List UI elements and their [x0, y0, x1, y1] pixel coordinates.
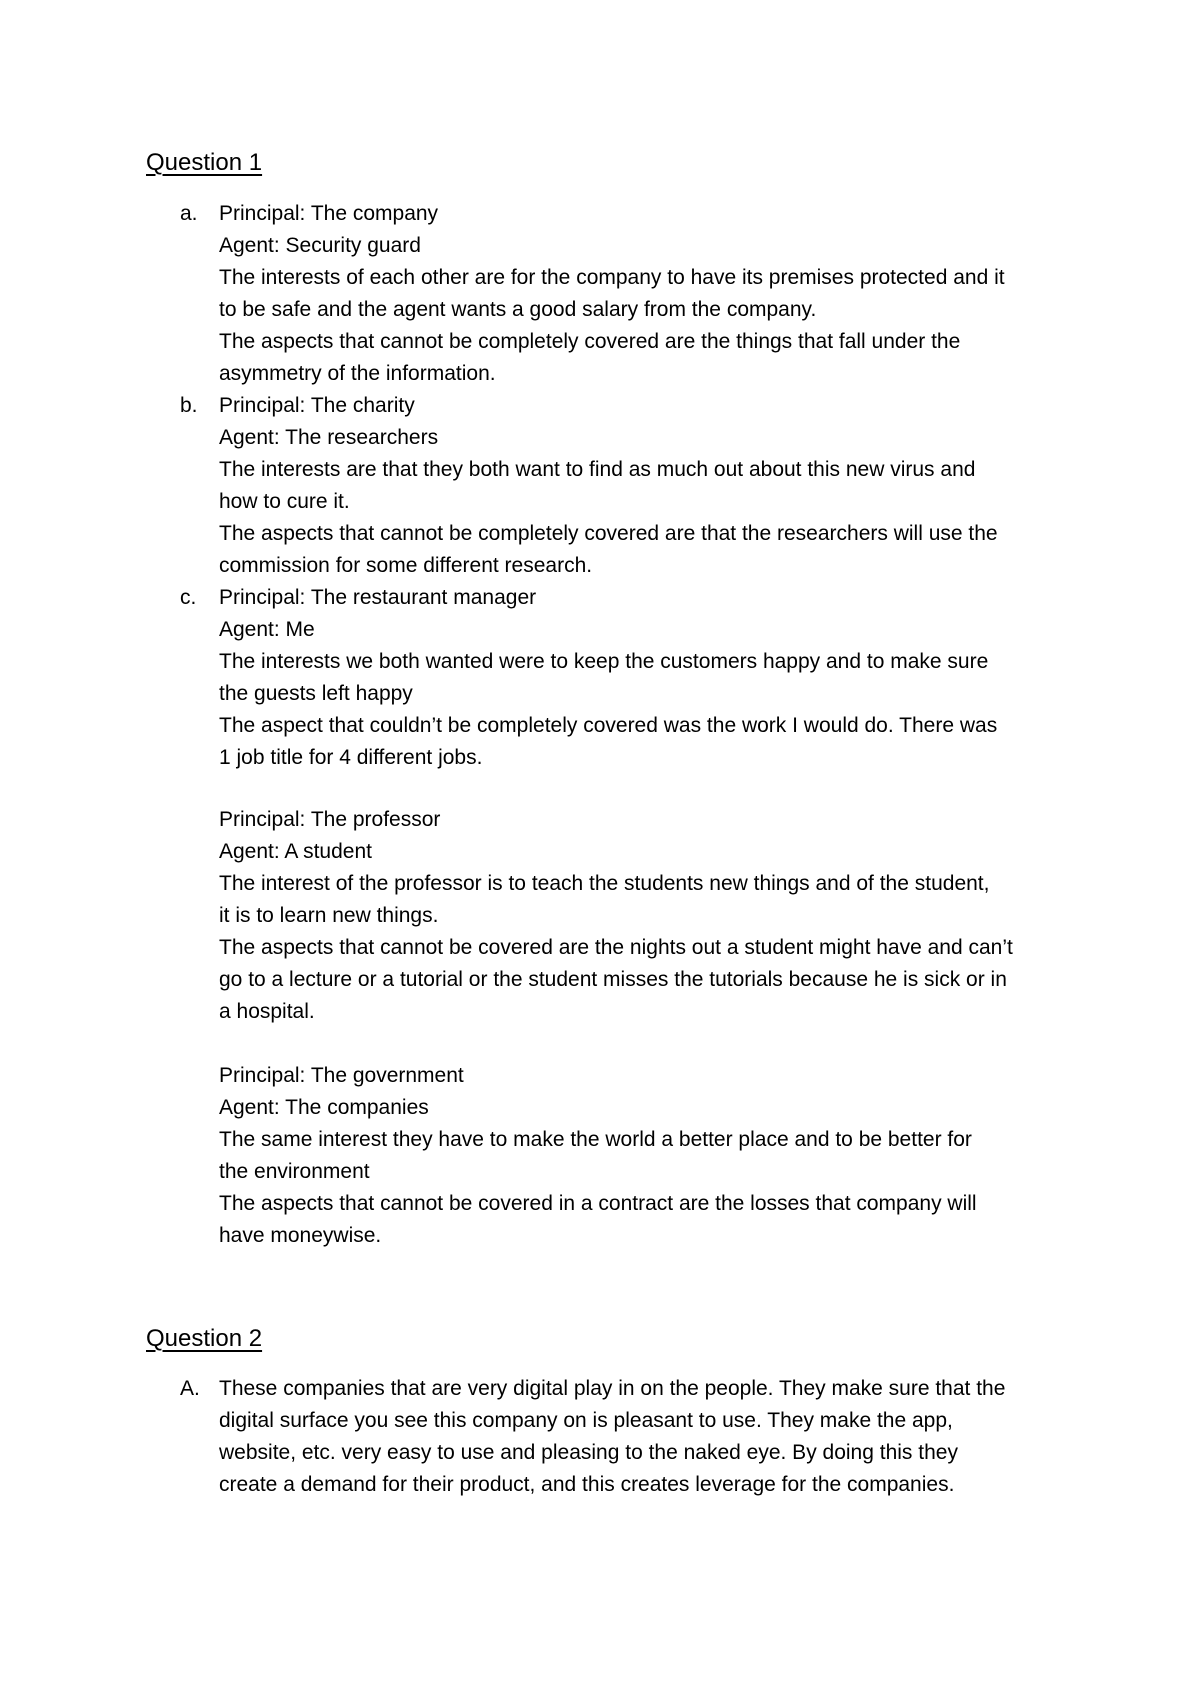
item-c-text-line: The aspect that couldn’t be completely covered was the work I would do. There was — [219, 714, 998, 737]
item-b-agent: Agent: The researchers — [219, 426, 439, 449]
item-professor-agent: Agent: A student — [219, 840, 372, 863]
item-government-text-line: have moneywise. — [219, 1224, 382, 1247]
item-marker-b: b. — [180, 394, 198, 417]
item-a-text-line: to be safe and the agent wants a good salary from the company. — [219, 298, 817, 321]
item-government-text-line: The aspects that cannot be covered in a contract are the losses that company will — [219, 1192, 977, 1215]
item-b-text-line: The aspects that cannot be completely covered are that the researchers will use the — [219, 522, 998, 545]
item-A-text-line: digital surface you see this company on is pleasant to use. They make the app, — [219, 1409, 953, 1432]
item-government-agent: Agent: The companies — [219, 1096, 429, 1119]
item-b-text-line: The interests are that they both want to find as much out about this new virus and — [219, 458, 976, 481]
item-marker-c: c. — [180, 586, 197, 609]
item-government-principal: Principal: The government — [219, 1064, 464, 1087]
question-2-heading: Question 2 — [146, 1325, 263, 1352]
item-government-text-line: The same interest they have to make the world a better place and to be better for — [219, 1128, 972, 1151]
item-marker-a: a. — [180, 202, 198, 225]
item-A-text-line: website, etc. very easy to use and pleasing to the naked eye. By doing this they — [219, 1441, 958, 1464]
item-marker-A: A. — [180, 1377, 200, 1400]
item-c-agent: Agent: Me — [219, 618, 315, 641]
item-government-text-line: the environment — [219, 1160, 370, 1183]
item-b-text-line: how to cure it. — [219, 490, 350, 513]
item-professor-text-line: a hospital. — [219, 1000, 315, 1023]
item-a-text-line: asymmetry of the information. — [219, 362, 496, 385]
question-1-heading: Question 1 — [146, 149, 263, 176]
item-A-text-line: create a demand for their product, and this creates leverage for the companies. — [219, 1473, 955, 1496]
item-a-principal: Principal: The company — [219, 202, 439, 225]
item-c-principal: Principal: The restaurant manager — [219, 586, 537, 609]
item-professor-principal: Principal: The professor — [219, 808, 441, 831]
item-c-text-line: The interests we both wanted were to keep the customers happy and to make sure — [219, 650, 989, 673]
item-b-principal: Principal: The charity — [219, 394, 415, 417]
item-b-text-line: commission for some different research. — [219, 554, 593, 577]
item-professor-text-line: go to a lecture or a tutorial or the student misses the tutorials because he is sick or in — [219, 968, 1007, 991]
item-c-text-line: the guests left happy — [219, 682, 413, 705]
item-professor-text-line: The aspects that cannot be covered are the nights out a student might have and can’t — [219, 936, 1013, 959]
item-professor-text-line: it is to learn new things. — [219, 904, 439, 927]
item-a-text-line: The aspects that cannot be completely covered are the things that fall under the — [219, 330, 961, 353]
item-A-text-line: These companies that are very digital play in on the people. They make sure that the — [219, 1377, 1006, 1400]
item-c-text-line: 1 job title for 4 different jobs. — [219, 746, 483, 769]
item-a-agent: Agent: Security guard — [219, 234, 421, 257]
item-professor-text-line: The interest of the professor is to teach the students new things and of the student, — [219, 872, 990, 895]
item-a-text-line: The interests of each other are for the company to have its premises protected and it — [219, 266, 1005, 289]
